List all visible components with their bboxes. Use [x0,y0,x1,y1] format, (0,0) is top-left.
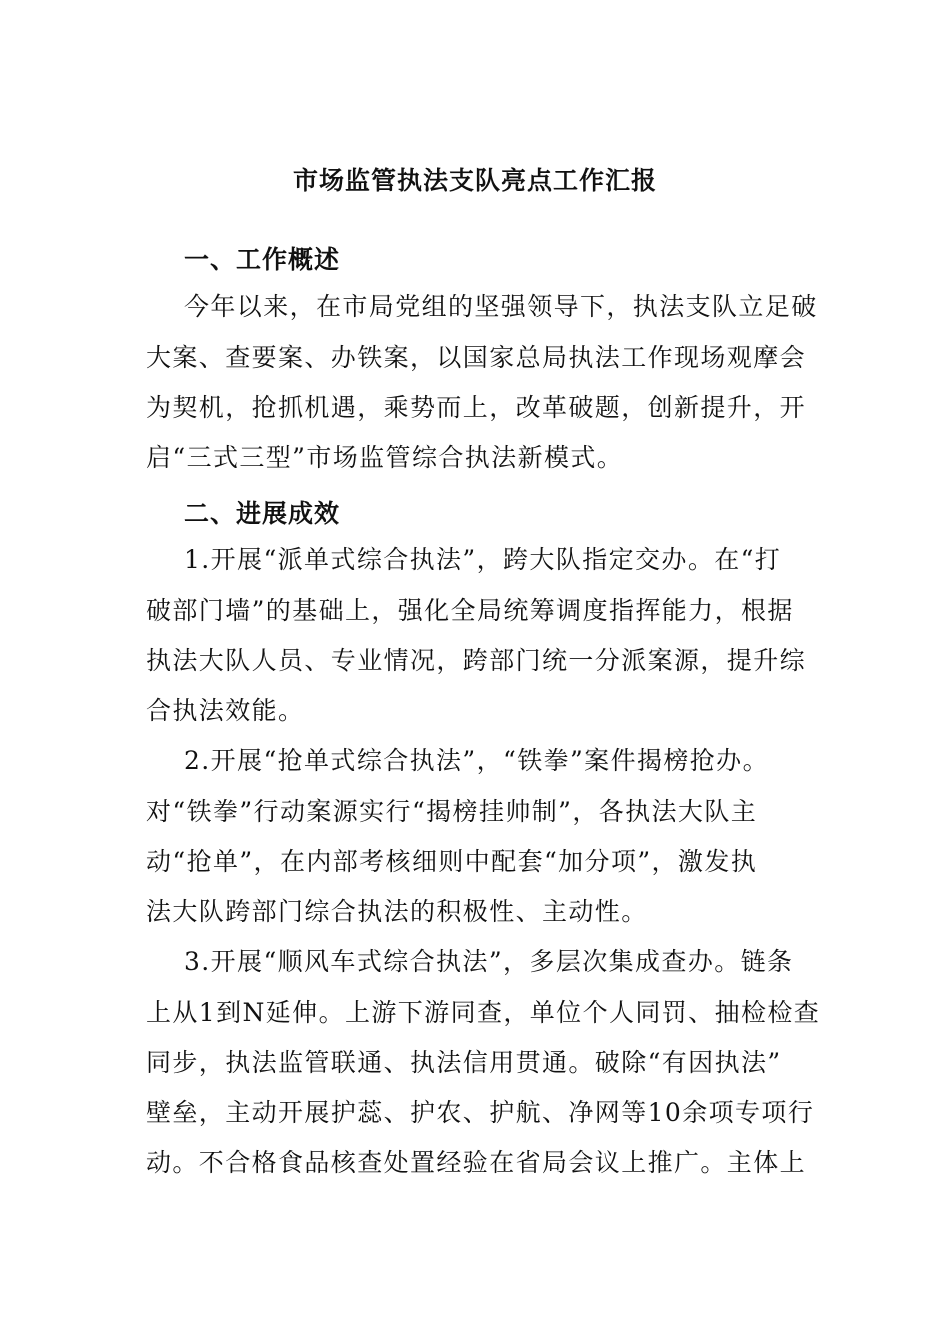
paragraph-line: 今年以来，在市局党组的坚强领导下，执法支队立足破 [184,292,818,321]
paragraph-line: 法大队跨部门综合执法的积极性、主动性。 [146,897,648,926]
paragraph-line: 1.开展“派单式综合执法”，跨大队指定交办。在“打 [184,545,782,574]
paragraph-line: 为契机，抢抓机遇，乘势而上，改革破题，创新提升，开 [146,393,807,422]
paragraph-line: 动。不合格食品核查处置经验在省局会议上推广。主体上 [146,1148,807,1177]
section-heading-progress: 二、进展成效 [184,499,341,528]
paragraph-line: 3.开展“顺风车式综合执法”，多层次集成查办。链条 [184,947,794,976]
section-heading-overview: 一、工作概述 [184,245,341,274]
paragraph-line: 启“三式三型”市场监管综合执法新模式。 [146,443,624,472]
paragraph-line: 大案、查要案、办铁案，以国家总局执法工作现场观摩会 [146,343,807,372]
paragraph-line: 破部门墙”的基础上，强化全局统筹调度指挥能力，根据 [146,596,794,625]
paragraph-line: 动“抢单”，在内部考核细则中配套“加分项”，激发执 [146,847,758,876]
paragraph-line: 2.开展“抢单式综合执法”，“铁拳”案件揭榜抢办。 [184,746,769,775]
document-title: 市场监管执法支队亮点工作汇报 [292,166,657,195]
paragraph-line: 壁垒，主动开展护蕊、护农、护航、净网等10余项专项行 [146,1098,815,1127]
paragraph-line: 上从1到N延伸。上游下游同查，单位个人同罚、抽检检查 [146,998,821,1027]
paragraph-line: 同步，执法监管联通、执法信用贯通。破除“有因执法” [146,1048,782,1077]
paragraph-line: 对“铁拳”行动案源实行“揭榜挂帅制”，各执法大队主 [146,797,758,826]
paragraph-line: 执法大队人员、专业情况，跨部门统一分派案源，提升综 [146,646,807,675]
paragraph-line: 合执法效能。 [146,696,305,725]
